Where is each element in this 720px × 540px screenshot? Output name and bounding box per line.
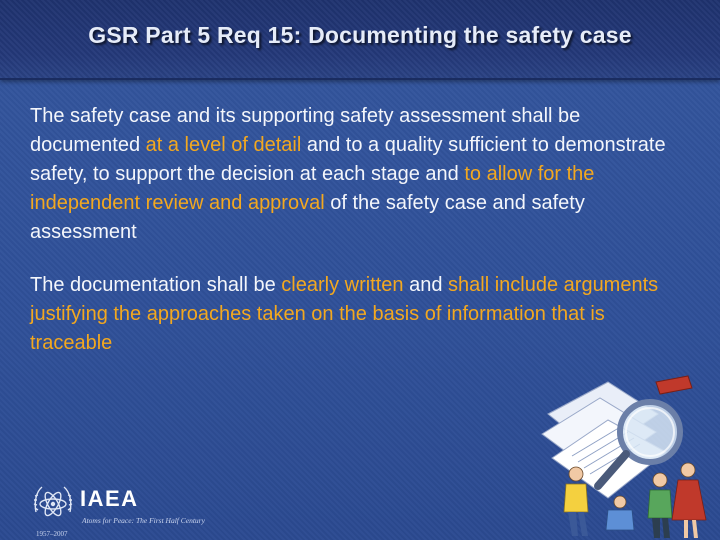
paragraph-1-text-3: of the safety case and safety assessment	[30, 192, 585, 243]
iaea-tagline: Atoms for Peace: The First Half Century	[82, 516, 205, 525]
paragraph-2-text-1: The documentation shall be	[30, 274, 282, 296]
paragraph-2-highlight-2: shall include arguments justifying the approaches taken on the basis of information that is traceable	[30, 274, 659, 354]
iaea-years: 1957–2007	[36, 530, 68, 538]
iaea-logo	[30, 480, 220, 538]
paragraph-2	[30, 271, 680, 358]
paragraph-1-highlight-2: to allow for the independent review and approval	[30, 163, 595, 214]
slide-body	[30, 102, 680, 382]
paragraph-1-highlight-1: at a level of detail	[145, 134, 302, 156]
paragraph-2-highlight-1: clearly written	[281, 274, 404, 296]
paragraph-1-text-2: and to a quality sufficient to demonstrate safety, to support the decision at each stage and	[30, 134, 666, 185]
slide-title: GSR Part 5 Req 15: Documenting the safety case	[88, 22, 632, 48]
title-bar	[0, 0, 720, 80]
paragraph-1	[30, 102, 680, 247]
iaea-wordmark: IAEA	[80, 486, 139, 511]
paragraph-2-text-2: and	[403, 274, 449, 296]
paragraph-1-text-1: The safety case and its supporting safety assessment shall be documented	[30, 105, 581, 156]
people-with-magnifying-glass-and-documents-icon	[538, 374, 718, 538]
atom-emblem-icon	[30, 482, 76, 532]
